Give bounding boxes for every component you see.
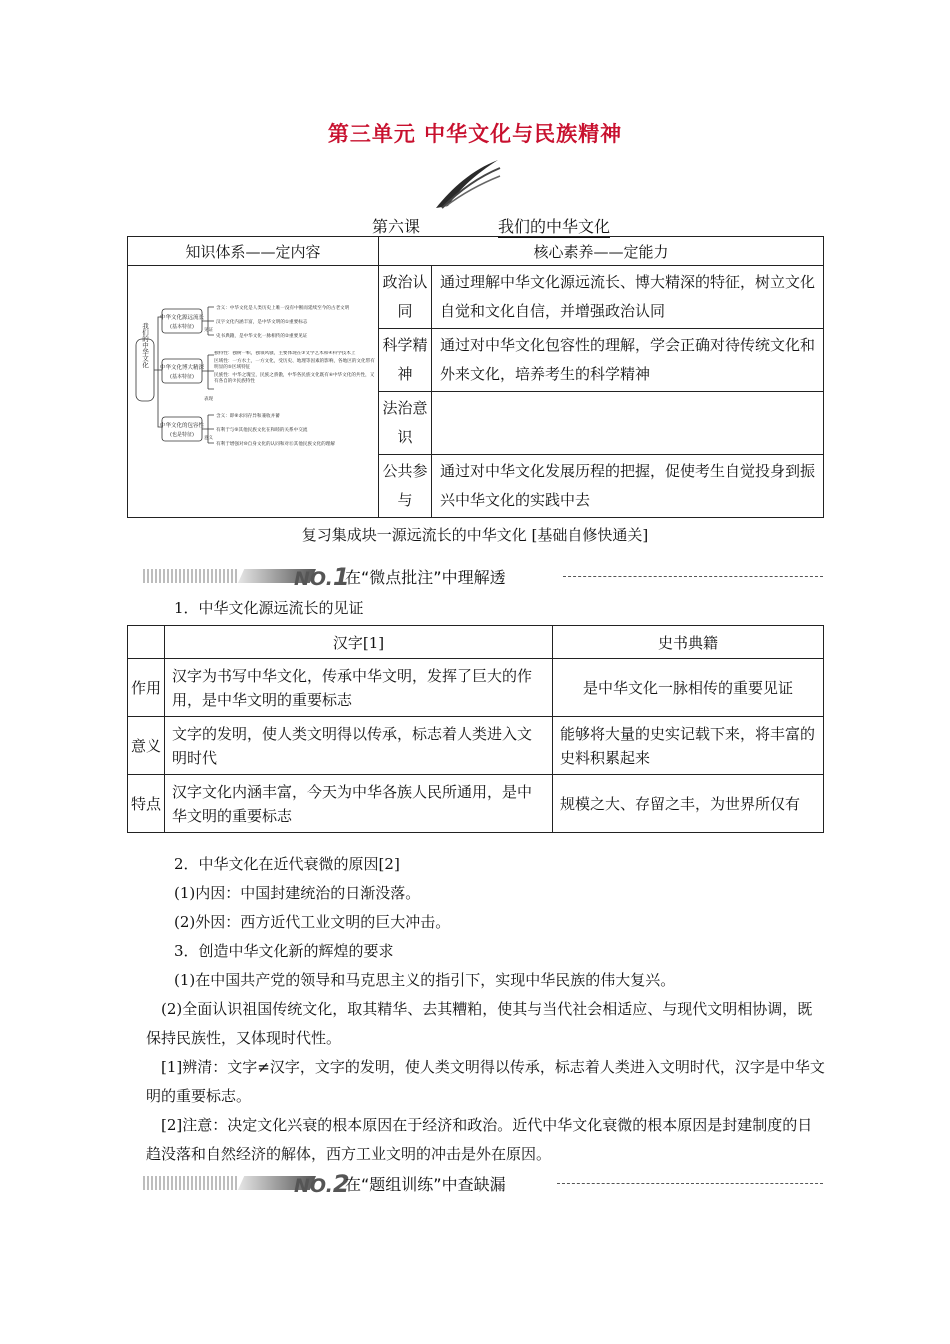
item-2-a: (1)内因：中国封建统治的日渐没落。 xyxy=(174,884,421,902)
unit-title: 第三单元 中华文化与民族精神 xyxy=(327,122,623,146)
section-bar-2 xyxy=(143,1172,823,1196)
goals-header-right: 核心素养——定能力 xyxy=(379,237,824,266)
item-1: 1．中华文化源远流长的见证 xyxy=(174,599,364,617)
witness-cell-role-books: 是中华文化一脉相传的重要见证 xyxy=(553,659,824,717)
goal-text-law xyxy=(432,392,824,455)
bar-1-num: 1 xyxy=(332,563,350,591)
witness-cell-meaning-books: 能够将大量的史实记载下来，将丰富的史料积累起来 xyxy=(553,717,824,775)
map-tag-2: 表现 xyxy=(204,396,213,402)
item-3-b: (2)全面认识祖国传统文化，取其精华、去其糟粕，使其与当代社会相适应、与现代文明相协调，既保持民族性，又体现时代性。 xyxy=(146,1000,813,1047)
map-root: 我们的中华文化 xyxy=(141,321,149,368)
map-leaf-3a: 含义：即⑧求同存异和兼收并蓄 xyxy=(216,413,280,419)
map-leaf-3c: 有利于增强对⑩自身文化的认同和对⑪其他民族文化的理解 xyxy=(216,441,335,447)
map-tag-3: 意义 xyxy=(204,435,213,441)
map-branch-1: 中华文化源远流长 xyxy=(159,314,205,321)
bar-2-title: 在“题组训练”中查缺漏 xyxy=(345,1175,506,1194)
bar-2-num: 2 xyxy=(332,1170,350,1198)
bar-1-no: NO. xyxy=(294,568,333,590)
map-branch-2-sub: (基本特征) xyxy=(170,373,194,380)
goal-label-science: 科学精神 xyxy=(379,329,432,392)
brush-stroke-logo xyxy=(432,158,502,210)
map-branch-2: 中华文化博大精深 xyxy=(159,364,205,371)
goal-label-public: 公共参与 xyxy=(379,455,432,518)
lesson-number: 第六课 xyxy=(372,217,421,236)
map-leaf-2c: 民族性：中华之瑰宝，民族之骄傲，中华各民族文化既有⑥中华文化的共性，又有各自的⑦民族特性 xyxy=(214,372,375,384)
item-2-b: (2)外因：西方近代工业文明的巨大冲击。 xyxy=(174,913,451,931)
map-leaf-2b: 区域性：一方水土，一方文化，受历史、地理等因素的影响，各地区的文化带有明显的⑤区域特征 xyxy=(214,358,375,370)
witness-row-label-meaning: 意义 xyxy=(128,717,165,775)
item-3-a: (1)在中国共产党的领导和马克思主义的指引下，实现中华民族的伟大复兴。 xyxy=(174,971,676,989)
witness-col-hanzi: 汉字[1] xyxy=(165,626,553,659)
section-bar-1 xyxy=(143,565,823,589)
map-leaf-1b: 汉字文化内涵丰富，是中华文明的①重要标志 xyxy=(216,319,308,325)
note-2: [2]注意：决定文化兴衰的根本原因在于经济和政治。近代中华文化衰微的根本原因是封建制度的日趋没落和自然经济的解体，西方工业文明的冲击是外在原因。 xyxy=(146,1116,813,1163)
witness-cell-role-hanzi: 汉字为书写中华文化，传承中华文明，发挥了巨大的作用，是中华文明的重要标志 xyxy=(165,659,553,717)
section-title: 复习集成块一源远流长的中华文化 [基础自修快通关] xyxy=(301,526,649,544)
witness-cell-feature-books: 规模之大、存留之丰，为世界所仅有 xyxy=(553,775,824,833)
witness-col-books: 史书典籍 xyxy=(553,626,824,659)
map-leaf-1c: 史书典籍，是中华文化一脉相传的②重要见证 xyxy=(216,333,308,339)
witness-row-label-role: 作用 xyxy=(128,659,165,717)
map-branch-1-sub: (基本特征) xyxy=(170,323,194,330)
bar-2-no: NO. xyxy=(294,1175,333,1197)
note-1: [1]辨清：文字≠汉字，文字的发明，使人类文明得以传承，标志着人类进入文明时代，汉字是中华文明的重要标志。 xyxy=(146,1058,825,1105)
map-leaf-1a: 含义：中华文化是人类历史上唯一没有中断而延续至今的古老文明 xyxy=(216,305,350,311)
goals-table xyxy=(127,236,824,518)
bar-1-title: 在“微点批注”中理解透 xyxy=(345,568,506,587)
knowledge-mind-map xyxy=(128,266,379,518)
map-tag-1: 见证 xyxy=(204,327,213,333)
item-3: 3．创造中华文化新的辉煌的要求 xyxy=(174,942,394,960)
witness-table xyxy=(127,625,824,833)
map-branch-3: 中华文化的包容性 xyxy=(159,422,205,429)
witness-cell-meaning-hanzi: 文字的发明，使人类文明得以传承，标志着人类进入文明时代 xyxy=(165,717,553,775)
goal-label-political: 政治认同 xyxy=(379,266,432,329)
goal-text-science: 通过对中华文化包容性的理解，学会正确对待传统文化和外来文化，培养考生的科学精神 xyxy=(432,329,824,392)
witness-cell-feature-hanzi: 汉字文化内涵丰富，今天为中华各族人民所通用，是中华文明的重要标志 xyxy=(165,775,553,833)
goals-header-left: 知识体系——定内容 xyxy=(128,237,379,266)
map-leaf-3b: 有利于与⑨其他民族文化在和睦的关系中交流 xyxy=(216,427,308,433)
lesson-title: 我们的中华文化 xyxy=(498,217,611,236)
goal-text-public: 通过对中华文化发展历程的把握，促使考生自觉投身到振兴中华文化的实践中去 xyxy=(432,455,824,518)
witness-row-label-feature: 特点 xyxy=(128,775,165,833)
goal-label-law: 法治意识 xyxy=(379,392,432,455)
map-branch-3-sub: (也是特征) xyxy=(170,431,194,438)
goal-text-political: 通过理解中华文化源远流长、博大精深的特征，树立文化自觉和文化自信，并增强政治认同 xyxy=(432,266,824,329)
map-leaf-2a: 独特性：独树一帜，独领风骚，主要体现在③文学艺术和④科学技术上 xyxy=(214,350,356,356)
item-2: 2．中华文化在近代衰微的原因[2] xyxy=(174,855,400,873)
